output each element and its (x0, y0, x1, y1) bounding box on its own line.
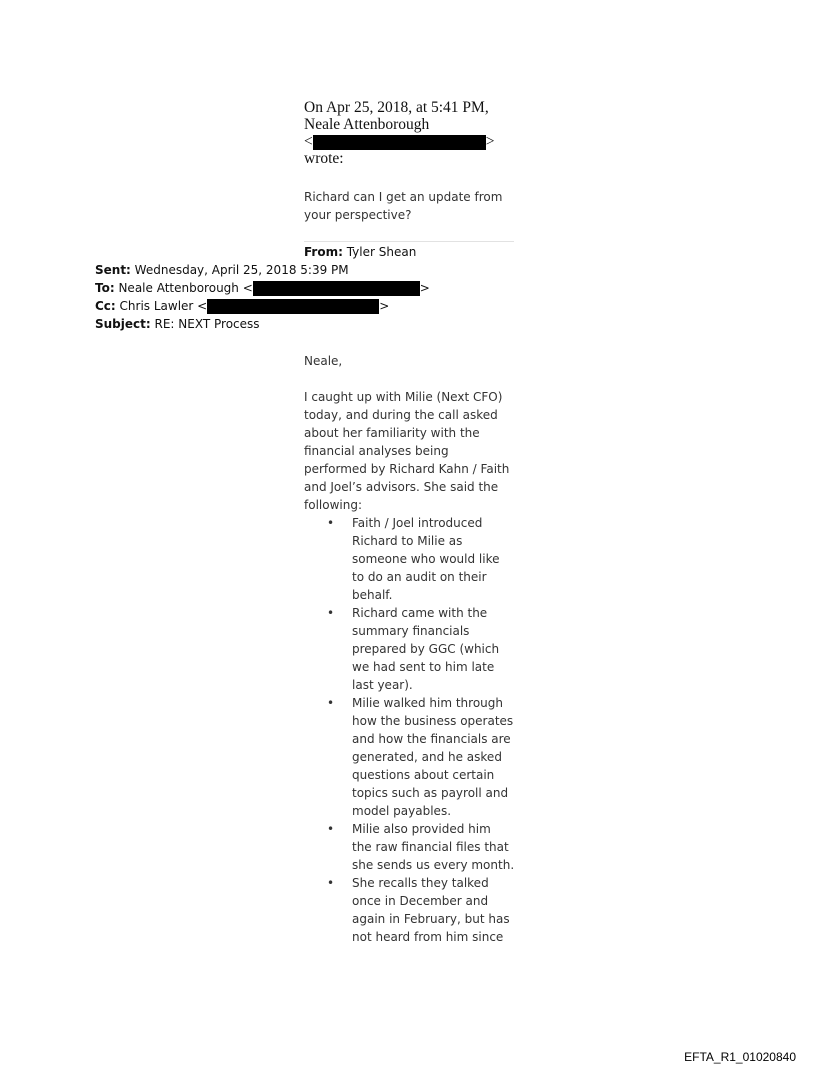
to-header: To: Neale Attenborough < > (95, 281, 430, 295)
body-line: about her familiarity with the (304, 426, 480, 440)
body-line: today, and during the call asked (304, 408, 498, 422)
redaction-block (313, 135, 486, 150)
list-item: • She recalls they talked once in December and again in February, but has not heard from him since (327, 876, 510, 944)
quote-sender-email: < > (304, 133, 495, 150)
bullet-icon: • (327, 516, 335, 530)
redaction-block (253, 281, 420, 296)
quote-date-line: On Apr 25, 2018, at 5:41 PM, (304, 99, 489, 116)
body-line: and Joel’s advisors. She said the (304, 480, 499, 494)
body-line: I caught up with Milie (Next CFO) (304, 390, 503, 404)
sent-header: Sent: Wednesday, April 25, 2018 5:39 PM (95, 263, 349, 277)
quote-sender-name: Neale Attenborough (304, 116, 430, 133)
greeting: Neale, (304, 354, 343, 368)
list-item: • Faith / Joel introduced Richard to Milie as someone who would like to do an audit on their behalf. (327, 516, 500, 602)
from-header: From: Tyler Shean (304, 245, 417, 259)
email-body (304, 352, 529, 946)
cc-header: Cc: Chris Lawler < > (95, 299, 390, 313)
neale-message (304, 188, 519, 224)
body-line: performed by Richard Kahn / Faith (304, 462, 510, 476)
bullet-icon: • (327, 876, 335, 890)
quote-wrote: wrote: (304, 150, 344, 167)
redaction-block (207, 299, 379, 314)
divider (304, 241, 514, 242)
intro-paragraph (304, 388, 529, 514)
list-item: • Milie walked him through how the business operates and how the financials are generated, and he asked questions about certain topics such as payroll and model payables. (327, 696, 514, 818)
body-line: financial analyses being (304, 444, 449, 458)
document-id: EFTA_R1_01020840 (684, 1050, 796, 1064)
bullet-icon: • (327, 696, 335, 710)
body-line: following: (304, 498, 362, 512)
quote-header (304, 99, 495, 167)
email-headers (95, 261, 430, 333)
bullet-list (304, 514, 529, 946)
message-line: your perspective? (304, 208, 412, 222)
bullet-icon: • (327, 822, 335, 836)
list-item: • Milie also provided him the raw financial files that she sends us every month. (327, 822, 515, 872)
bullet-icon: • (327, 606, 335, 620)
message-line: Richard can I get an update from (304, 190, 503, 204)
list-item: • Richard came with the summary financials prepared by GGC (which we had sent to him late last year). (327, 606, 500, 692)
subject-header: Subject: RE: NEXT Process (95, 317, 260, 331)
